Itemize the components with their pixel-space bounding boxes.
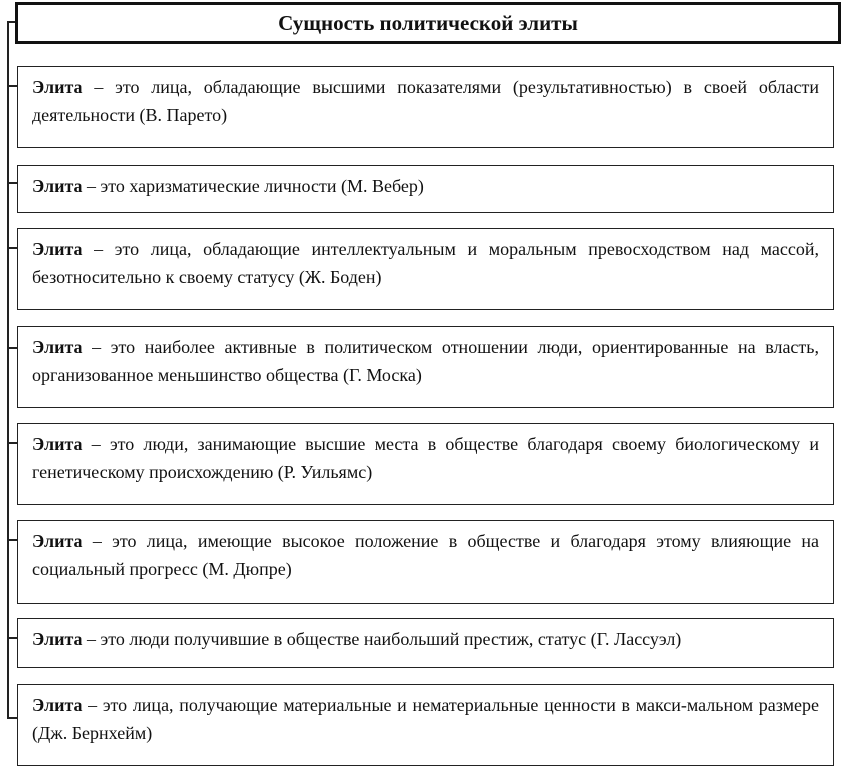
term-label: Элита	[32, 531, 83, 551]
definition-text: – это лица, обладающие высшими показателями (результативностью) в своей области деятельности (В. Парето)	[32, 77, 819, 125]
definition-box-7	[17, 618, 834, 668]
definition-text: – это наиболее активные в политическом отношении люди, ориентированные на власть, организованное меньшинство общества (Г. Моска)	[32, 337, 819, 385]
definition-box-2	[17, 165, 834, 213]
connector-spine	[7, 22, 9, 718]
term-label: Элита	[32, 695, 83, 715]
definition-box-4	[17, 326, 834, 408]
definition-text: – это лица, имеющие высокое положение в обществе и благодаря этому влияющие на социальный прогресс (М. Дюпре)	[32, 531, 819, 579]
definition-box-1	[17, 66, 834, 148]
definition-text: – это лица, получающие материальные и нематериальные ценности в макси-мальном размере (Дж. Бернхейм)	[32, 695, 820, 743]
definition-box-5	[17, 423, 834, 505]
term-label: Элита	[32, 337, 83, 357]
definition-text: – это люди получившие в обществе наибольший престиж, статус (Г. Лассуэл)	[87, 629, 682, 649]
term-label: Элита	[32, 176, 83, 196]
definition-text: – это лица, обладающие интеллектуальным и моральным превосходством над массой, безотносительно к своему статусу (Ж. Боден)	[32, 239, 820, 287]
diagram-title-text: Сущность политической элиты	[278, 10, 578, 35]
definition-box-8	[17, 684, 834, 766]
definition-box-6	[17, 520, 834, 604]
term-label: Элита	[32, 629, 83, 649]
term-label: Элита	[32, 77, 83, 97]
diagram-title	[15, 2, 841, 44]
definition-text: – это харизматические личности (М. Вебер)	[87, 176, 424, 196]
term-label: Элита	[32, 239, 83, 259]
definition-text: – это люди, занимающие высшие места в обществе благодаря своему биологическому и генетическому происхождению (Р. Уильямс)	[32, 434, 819, 482]
definition-box-3	[17, 228, 834, 310]
term-label: Элита	[32, 434, 83, 454]
